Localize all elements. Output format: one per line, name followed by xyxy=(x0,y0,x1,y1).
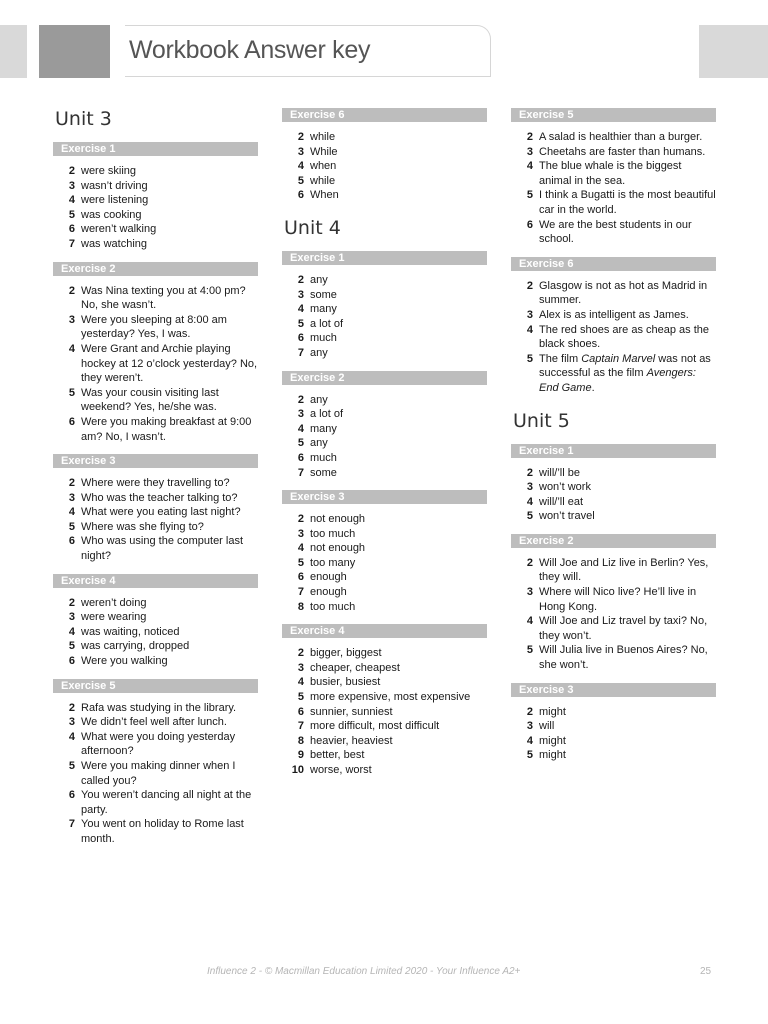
answer-item xyxy=(53,505,258,520)
exercise-heading: Exercise 4 xyxy=(282,624,487,638)
answer-number: 7 xyxy=(297,346,304,359)
answer-item xyxy=(282,570,487,585)
answer-number: 6 xyxy=(297,571,304,584)
answer-number: 2 xyxy=(526,705,533,718)
answer-number: 3 xyxy=(526,586,533,599)
answer-item xyxy=(282,763,487,778)
answer-number: 7 xyxy=(297,586,304,599)
answer-item xyxy=(282,174,487,189)
answer-text: any xyxy=(310,273,328,286)
exercise-heading: Exercise 2 xyxy=(53,262,258,276)
answer-text: Alex is as intelligent as James. xyxy=(539,308,689,321)
answer-number: 3 xyxy=(297,288,304,301)
answer-text: The red shoes are as cheap as the black shoes. xyxy=(539,323,709,351)
answer-number: 5 xyxy=(68,760,75,772)
answer-number: 6 xyxy=(68,223,75,236)
answer-item xyxy=(511,480,716,495)
answer-item xyxy=(53,313,258,342)
answer-text: might xyxy=(539,734,566,747)
answer-text: bigger, biggest xyxy=(310,647,382,660)
answer-text: enough xyxy=(310,586,347,599)
exercise-heading: Exercise 4 xyxy=(53,574,258,588)
exercise-heading: Exercise 3 xyxy=(53,454,258,468)
answer-item xyxy=(53,164,258,179)
answer-text: were wearing xyxy=(81,611,147,624)
answer-list xyxy=(282,646,487,777)
answer-item xyxy=(53,284,258,313)
answer-text: was waiting, noticed xyxy=(81,625,180,638)
answer-text: some xyxy=(310,288,337,301)
answer-item xyxy=(282,541,487,556)
answer-list xyxy=(53,596,258,669)
unit-heading: Unit 3 xyxy=(55,108,112,130)
answer-number: 5 xyxy=(68,640,75,653)
answer-item xyxy=(282,646,487,661)
answer-number: 8 xyxy=(297,600,304,613)
answer-number: 2 xyxy=(68,701,75,714)
answer-number: 5 xyxy=(526,189,533,202)
answer-item xyxy=(511,495,716,510)
answer-item xyxy=(53,222,258,237)
answer-number: 4 xyxy=(68,194,75,207)
answer-number: 7 xyxy=(297,466,304,479)
answer-number: 2 xyxy=(297,513,304,526)
answer-item xyxy=(53,654,258,669)
answer-text: What were you eating last night? xyxy=(81,506,241,519)
exercise-heading: Exercise 1 xyxy=(53,142,258,156)
answer-item xyxy=(282,719,487,734)
answer-item xyxy=(282,188,487,203)
answer-item xyxy=(282,451,487,466)
answer-number: 7 xyxy=(297,720,304,733)
answer-number: 5 xyxy=(526,352,533,365)
answer-number: 4 xyxy=(297,676,304,689)
answer-list xyxy=(53,284,258,445)
answer-number: 4 xyxy=(68,730,75,743)
answer-text: cheaper, cheapest xyxy=(310,661,400,674)
answer-text: worse, worst xyxy=(310,764,372,776)
answer-number: 4 xyxy=(526,615,533,628)
answer-item xyxy=(511,218,716,247)
exercise-heading: Exercise 1 xyxy=(282,251,487,265)
answer-list xyxy=(511,130,716,247)
footer-copyright: Influence 2 - © Macmillan Education Limited 2020 - Your Influence A2+ xyxy=(207,966,521,977)
answer-number: 3 xyxy=(68,491,75,504)
answer-text: any xyxy=(310,393,328,406)
answer-number: 6 xyxy=(297,189,304,202)
answer-text: Were you walking xyxy=(81,655,168,668)
unit-heading: Unit 4 xyxy=(284,216,341,239)
answer-text: any xyxy=(310,346,328,359)
column-3 xyxy=(511,108,716,773)
answer-text: much xyxy=(310,451,337,464)
answer-text: wasn’t driving xyxy=(81,179,148,192)
answer-text: I think a Bugatti is the most beautiful car in the world. xyxy=(539,189,716,216)
answer-number: 3 xyxy=(68,313,75,326)
answer-text: You weren’t dancing all night at the party. xyxy=(81,789,252,816)
answer-text: Was Nina texting you at 4:00 pm? No, she wasn’t. xyxy=(81,284,246,312)
answer-number: 5 xyxy=(297,174,304,187)
answer-item xyxy=(53,701,258,716)
answer-item xyxy=(282,145,487,160)
answer-number: 6 xyxy=(297,705,304,718)
answer-item xyxy=(53,208,258,223)
answer-item xyxy=(282,675,487,690)
answer-item xyxy=(282,734,487,749)
answer-number: 2 xyxy=(526,131,533,143)
column-2 xyxy=(282,108,487,788)
answer-text-part: The film xyxy=(539,352,582,365)
answer-number: 5 xyxy=(68,520,75,533)
answer-item xyxy=(282,690,487,705)
answer-number: 7 xyxy=(68,818,75,831)
answer-number: 2 xyxy=(297,273,304,286)
answer-item xyxy=(282,585,487,600)
answer-text: not enough xyxy=(310,513,366,526)
answer-item xyxy=(282,288,487,303)
answer-text: too many xyxy=(310,556,356,569)
answer-text: will xyxy=(539,720,555,733)
answer-text: was cooking xyxy=(81,208,142,221)
exercise-heading: Exercise 1 xyxy=(511,444,716,458)
answer-item xyxy=(511,556,716,585)
answer-number: 2 xyxy=(297,647,304,660)
answer-text-part: was not as successful as the film xyxy=(539,352,711,380)
answer-text: much xyxy=(310,332,337,345)
answer-item xyxy=(282,705,487,720)
answer-list xyxy=(511,279,716,396)
answer-item xyxy=(53,193,258,208)
answer-number: 6 xyxy=(68,535,75,548)
answer-item xyxy=(282,748,487,763)
answer-number: 4 xyxy=(526,495,533,508)
answer-item xyxy=(511,719,716,734)
answer-text: The blue whale is the biggest animal in the sea. xyxy=(539,160,682,187)
answer-number: 5 xyxy=(297,691,304,704)
answer-number: 10 xyxy=(291,764,304,776)
answer-item xyxy=(282,661,487,676)
answer-number: 6 xyxy=(68,655,75,668)
answer-text: was watching xyxy=(81,237,148,250)
answer-item xyxy=(511,159,716,188)
answer-number: 3 xyxy=(526,481,533,494)
answer-text: Who was the teacher talking to? xyxy=(81,491,238,504)
answer-item xyxy=(282,159,487,174)
answer-number: 3 xyxy=(526,145,533,158)
answer-item xyxy=(282,527,487,542)
answer-item xyxy=(511,705,716,720)
unit-heading: Unit 5 xyxy=(513,409,570,432)
answer-number: 6 xyxy=(68,789,75,802)
answer-item xyxy=(53,520,258,535)
answer-text: any xyxy=(310,437,328,450)
answer-number: 6 xyxy=(297,451,304,464)
column-1 xyxy=(53,108,258,857)
answer-text: Glasgow is not as hot as Madrid in summer. xyxy=(539,279,708,307)
answer-text: busier, busiest xyxy=(310,676,381,689)
answer-item xyxy=(282,422,487,437)
answer-item xyxy=(282,346,487,361)
answer-item xyxy=(53,415,258,444)
answer-text: While xyxy=(310,145,338,158)
exercise-heading: Exercise 6 xyxy=(511,257,716,271)
answer-list xyxy=(511,705,716,763)
answer-text-part: . xyxy=(591,381,595,394)
answer-number: 2 xyxy=(526,556,533,569)
answer-text: Were Grant and Archie playing hockey at 12 o’clock yesterday? No, they weren’t. xyxy=(81,342,258,385)
answer-number: 2 xyxy=(526,466,533,479)
answer-item xyxy=(53,179,258,194)
answer-item xyxy=(511,279,716,308)
answer-text: a lot of xyxy=(310,317,344,330)
answer-number: 3 xyxy=(297,527,304,540)
answer-item xyxy=(511,145,716,160)
answer-text: sunnier, sunniest xyxy=(310,705,393,718)
answer-text: better, best xyxy=(310,749,365,762)
answer-item xyxy=(53,625,258,640)
answer-number: 5 xyxy=(297,556,304,569)
answer-item xyxy=(511,734,716,749)
answer-number: 4 xyxy=(297,422,304,435)
answer-text: too much xyxy=(310,527,356,540)
answer-text: Was your cousin visiting last weekend? Yes, he/she was. xyxy=(81,386,219,414)
answer-list xyxy=(511,556,716,673)
answer-text: too much xyxy=(310,600,356,613)
answer-text: were skiing xyxy=(81,165,137,177)
answer-number: 4 xyxy=(68,625,75,638)
film-title: Captain Marvel xyxy=(581,352,656,365)
answer-number: 2 xyxy=(297,393,304,406)
answer-item xyxy=(511,352,716,396)
answer-item xyxy=(53,342,258,386)
answer-text: when xyxy=(310,160,337,173)
answer-text: some xyxy=(310,466,337,479)
header-tab-light xyxy=(0,25,27,78)
answer-number: 9 xyxy=(297,749,304,762)
answer-text: heavier, heaviest xyxy=(310,734,393,747)
exercise-heading: Exercise 5 xyxy=(53,679,258,693)
answer-item xyxy=(511,130,716,145)
answer-text: weren’t doing xyxy=(81,596,147,609)
answer-number: 6 xyxy=(526,218,533,231)
answer-list xyxy=(53,164,258,252)
answer-item xyxy=(53,596,258,611)
answer-item xyxy=(53,639,258,654)
answer-number: 6 xyxy=(68,415,75,428)
answer-number: 5 xyxy=(526,644,533,657)
answer-item xyxy=(282,302,487,317)
answer-number: 2 xyxy=(526,279,533,292)
answer-text: won’t travel xyxy=(539,510,595,523)
film-title: Avengers: End Game xyxy=(539,367,696,394)
answer-item xyxy=(53,730,258,759)
answer-item xyxy=(511,466,716,481)
header-tab-dark xyxy=(39,25,110,78)
answer-text: more difficult, most difficult xyxy=(310,720,440,733)
answer-text: might xyxy=(539,705,566,718)
answer-text: We didn’t feel well after lunch. xyxy=(81,716,227,729)
answer-item xyxy=(511,188,716,217)
answer-item xyxy=(53,476,258,491)
answer-list xyxy=(511,466,716,524)
answer-text: while xyxy=(310,174,336,187)
exercise-heading: Exercise 6 xyxy=(282,108,487,122)
answer-item xyxy=(53,788,258,817)
answer-number: 6 xyxy=(297,332,304,345)
answer-text: were listening xyxy=(81,194,149,207)
answer-list xyxy=(282,393,487,481)
exercise-heading: Exercise 5 xyxy=(511,108,716,122)
answer-number: 2 xyxy=(68,284,75,297)
answer-number: 3 xyxy=(297,661,304,674)
answer-item xyxy=(282,556,487,571)
answer-number: 8 xyxy=(297,734,304,747)
exercise-heading: Exercise 3 xyxy=(511,683,716,697)
answer-text xyxy=(539,352,716,396)
answer-item xyxy=(282,130,487,145)
answer-text: will/’ll eat xyxy=(539,495,584,508)
answer-text: A salad is healthier than a burger. xyxy=(539,131,703,143)
answer-number: 3 xyxy=(526,720,533,733)
answer-item xyxy=(53,491,258,506)
answer-item xyxy=(53,237,258,252)
answer-item xyxy=(53,610,258,625)
answer-number: 5 xyxy=(297,317,304,330)
answer-number: 2 xyxy=(68,596,75,609)
answer-text: We are the best students in our school. xyxy=(539,218,692,246)
answer-item xyxy=(511,509,716,524)
answer-number: 4 xyxy=(297,303,304,316)
answer-text: What were you doing yesterday afternoon? xyxy=(81,730,236,758)
answer-number: 4 xyxy=(526,323,533,336)
answer-text: Were you making breakfast at 9:00 am? No, I wasn’t. xyxy=(81,415,252,443)
answer-text: was carrying, dropped xyxy=(81,640,190,653)
answer-text: more expensive, most expensive xyxy=(310,691,471,704)
exercise-heading: Exercise 2 xyxy=(282,371,487,385)
answer-item xyxy=(282,600,487,615)
answer-item xyxy=(282,512,487,527)
answer-item xyxy=(53,817,258,846)
answer-number: 4 xyxy=(297,542,304,555)
answer-text: Who was using the computer last night? xyxy=(81,535,244,563)
answer-text: When xyxy=(310,189,339,202)
answer-number: 4 xyxy=(526,160,533,173)
answer-text: Where will Nico live? He’ll live in Hong Kong. xyxy=(539,586,697,613)
answer-item xyxy=(282,393,487,408)
answer-number: 3 xyxy=(68,611,75,624)
answer-item xyxy=(511,308,716,323)
answer-number: 4 xyxy=(68,342,75,355)
answer-number: 2 xyxy=(68,165,75,177)
answer-number: 4 xyxy=(68,506,75,519)
answer-item xyxy=(511,614,716,643)
answer-number: 3 xyxy=(526,308,533,321)
page-number: 25 xyxy=(700,966,712,977)
answer-text: Were you sleeping at 8:00 am yesterday? Yes, I was. xyxy=(81,313,227,341)
answer-item xyxy=(282,466,487,481)
answer-number: 4 xyxy=(297,160,304,173)
answer-item xyxy=(53,386,258,415)
answer-text: Cheetahs are faster than humans. xyxy=(539,145,706,158)
answer-list xyxy=(282,273,487,361)
answer-text: will/’ll be xyxy=(539,466,580,479)
answer-text: You went on holiday to Rome last month. xyxy=(81,818,244,845)
answer-text: Will Joe and Liz live in Berlin? Yes, they will. xyxy=(539,556,709,584)
answer-text: many xyxy=(310,422,337,435)
answer-list xyxy=(282,512,487,614)
answer-number: 7 xyxy=(68,237,75,250)
answer-text: might xyxy=(539,749,566,762)
answer-text: while xyxy=(310,131,336,143)
answer-text: Will Julia live in Buenos Aires? No, she won’t. xyxy=(539,644,708,672)
answer-number: 5 xyxy=(526,749,533,762)
answer-text: won’t work xyxy=(539,481,591,494)
answer-number: 2 xyxy=(68,477,75,490)
exercise-heading: Exercise 2 xyxy=(511,534,716,548)
answer-item xyxy=(511,748,716,763)
answer-item xyxy=(511,643,716,672)
answer-number: 2 xyxy=(297,131,304,143)
answer-item xyxy=(53,715,258,730)
answer-number: 3 xyxy=(297,145,304,158)
answer-text: not enough xyxy=(310,542,366,555)
exercise-heading: Exercise 3 xyxy=(282,490,487,504)
answer-text: Were you making dinner when I called you? xyxy=(81,760,236,787)
answer-item xyxy=(282,407,487,422)
answer-number: 3 xyxy=(297,408,304,421)
answer-item xyxy=(282,436,487,451)
answer-text: many xyxy=(310,303,337,316)
answer-item xyxy=(53,759,258,788)
answer-number: 5 xyxy=(526,510,533,523)
answer-number: 4 xyxy=(526,734,533,747)
header-tab-right xyxy=(699,25,768,78)
answer-item xyxy=(53,534,258,563)
answer-text: Where were they travelling to? xyxy=(81,477,230,490)
answer-list xyxy=(282,130,487,203)
answer-number: 3 xyxy=(68,179,75,192)
answer-text: Rafa was studying in the library. xyxy=(81,701,237,714)
page-title: Workbook Answer key xyxy=(129,36,371,64)
answer-text: Where was she flying to? xyxy=(81,520,204,533)
answer-number: 5 xyxy=(297,437,304,450)
answer-item xyxy=(282,317,487,332)
answer-number: 5 xyxy=(68,208,75,221)
answer-text: enough xyxy=(310,571,347,584)
answer-item xyxy=(511,323,716,352)
answer-list xyxy=(53,701,258,847)
answer-item xyxy=(511,585,716,614)
answer-text: weren’t walking xyxy=(81,223,157,236)
answer-number: 5 xyxy=(68,386,75,399)
answer-text: a lot of xyxy=(310,408,344,421)
answer-text: Will Joe and Liz travel by taxi? No, they won’t. xyxy=(539,615,708,642)
answer-item xyxy=(282,273,487,288)
answer-number: 3 xyxy=(68,716,75,729)
answer-item xyxy=(282,331,487,346)
answer-list xyxy=(53,476,258,564)
